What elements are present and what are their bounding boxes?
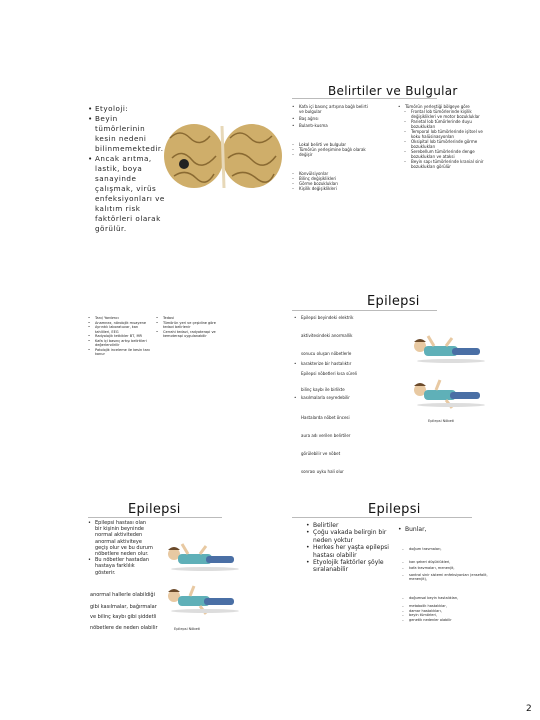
list-item: • Epilepsi hastası olan bir kişinin beyninde normal aktiviteden anormal aktiviteye geçiş olur ve bu durum nöbetlere neden olur. [88, 520, 154, 557]
text-line: Hastalarda nöbet öncesi [301, 415, 350, 420]
list-item: – kan şekeri düşüklükleri, [402, 560, 494, 565]
list-item: • Radyolojik tetkikler BT, MR [88, 334, 150, 339]
list-item: • Belirtiler [306, 522, 394, 529]
list-item: – doğumsal beyin hastalıkları, [402, 596, 494, 601]
list-item: – Parietal lob tümörlerinde duyu bozuklukları [404, 119, 486, 129]
list-item: – Tümörün yerleşimine bağlı olarak [292, 147, 372, 152]
list-item: – Bilinç değişiklikleri [292, 176, 372, 181]
text-line: görülebilir ve nöbet [301, 451, 341, 456]
slide2-col2 [156, 316, 218, 339]
list-item: – Serebellum tümörlerinde denge bozuklukları ve ataksi [404, 149, 486, 159]
slide3-lower-text [90, 592, 170, 631]
text-line: • kasılmalarla seyredebilir [294, 396, 394, 416]
list-item: – beyin tümörleri, [402, 613, 494, 618]
list-item: – Beyin sapı tümörlerinde kranial sinir bozuklukları görülür [404, 159, 486, 169]
slide4-rule [292, 517, 472, 518]
slide3-list [88, 520, 154, 576]
slide4-right-column [398, 526, 494, 622]
list-item: – santral sinir sistemi enfeksiyonları (ensefalit, menenjit), [402, 573, 494, 582]
slide1-title: Belirtiler ve Bulgular [328, 84, 458, 98]
list-item: • Tümörün yeri ve çeşidine göre tedavi belirlenir [156, 321, 218, 330]
text-line: • Epilepsi beyindeki elektrik [294, 316, 394, 334]
list-item: • Beyin tümörlerinin kesin nedeni bilinmemektedir. [88, 114, 166, 154]
list-item: • Ayrıntılı laboratuvar, kan tahlilleri, EEG [88, 325, 150, 334]
list-heading: • Tümörün yerleştiği bölgeye göre [398, 104, 486, 109]
list-item: – doğum travmaları, [402, 547, 494, 552]
page-number: 2 [526, 704, 532, 714]
list-item: – değişir [292, 152, 372, 157]
list-item: • Patolojik inceleme ile kesin tanı konur [88, 348, 150, 357]
slide4-title: Epilepsi [368, 502, 421, 517]
list-item: – Oksipital lob tümörlerinde görme bozuklukları [404, 139, 486, 149]
text-line: anormal hallerle olabildiği [90, 592, 155, 598]
list-item: • Bulantı-kusma [292, 123, 372, 128]
list-item: • Anamnez, nörolojik muayene [88, 321, 150, 326]
slide2-rule [292, 310, 437, 311]
slide1-right-column [398, 104, 486, 169]
text-line: sonrası uyku hali olur [301, 469, 344, 474]
slide1-rule [292, 98, 437, 99]
slide3-title: Epilepsi [128, 502, 181, 517]
text-line: nöbetlere de neden olabilir [90, 624, 158, 631]
list-item: • Etyoloji: [88, 104, 166, 114]
list-item: – kafa travmaları, menenjit, [402, 566, 494, 571]
slide3-rule [88, 517, 222, 518]
figure-caption: Epilepsi Nöbeti [428, 419, 455, 423]
seizure-illustration [406, 332, 488, 414]
slide2-col1 [88, 316, 150, 357]
list-item: • Tedavi [156, 316, 218, 321]
list-item: • Cerrahi tedavi, radyoterapi ve kemoterapi uygulanabilir [156, 330, 218, 339]
slide1-middle-column [292, 104, 372, 191]
list-item: – Kişilik değişiklikleri [292, 186, 372, 191]
text-line: sonucu oluşan nöbetlerle [301, 351, 352, 356]
list-item: – Konvülsiyonlar [292, 171, 372, 176]
list-item: • Kafa içi basınç artışı belirtileri değerlendirilir [88, 339, 150, 348]
figure-caption: Epilepsi Nöbeti [174, 627, 201, 631]
list-item: – Frontal lob tümörlerinde kişilik değişiklikleri ve motor bozukluklar [404, 109, 486, 119]
list-item: • Kafa içi basınç artışına bağlı belirti ve bulgular [292, 104, 372, 114]
list-item: • Ancak arıtma, lastik, boya sanayinde çalışmak, virüs enfeksiyonları ve kalıtım risk faktörleri olarak görülür. [88, 154, 166, 234]
seizure-illustration [160, 540, 242, 620]
list-item: • Çoğu vakada belirgin bir neden yoktur [306, 529, 394, 544]
list-item: – Lokal belirti ve bulgular [292, 142, 372, 147]
list-item: • Baş ağrısı [292, 116, 372, 121]
text-line: aktivitesindeki anormallik [301, 333, 353, 338]
text-line: gibi kasılmalar, bağırmalar [90, 604, 157, 611]
list-item: • Etyolojik faktörler şöyle sıralanabilir [306, 559, 394, 574]
slide2-title: Epilepsi [367, 294, 420, 309]
list-item: • Tanı/ Yardımcı [88, 316, 150, 321]
slide2-text-lines [294, 316, 394, 484]
text-line: • karakterize bir hastalıktır [294, 362, 394, 372]
list-item: – damar hastalıkları, [402, 609, 494, 614]
list-item: – metabolik hastalıklar, [402, 604, 494, 609]
text-line: bilinç kaybı ile birlikte [301, 387, 345, 392]
list-item: – Görme bozuklukları [292, 181, 372, 186]
text-line: Epilepsi nöbetleri kısa süreli [301, 371, 357, 376]
slide1-left-list [88, 104, 166, 234]
list-item: • Herkes her yaşta epilepsi hastası olabilir [306, 544, 394, 559]
list-item: – Temporal lob tümörlerinde işitsel ve koku halüsinasyonları [404, 129, 486, 139]
list-item: • Bu nöbetler hastadan hastaya farklılık gösterir. [88, 557, 154, 576]
slide4-list [306, 522, 394, 574]
list-item: – genetik nedenler olabilir [402, 618, 494, 623]
text-line: aura adı verilen belirtiler [301, 433, 351, 438]
text-line: ve bilinç kaybı gibi şiddetli [90, 614, 157, 621]
brain-illustration [162, 118, 284, 192]
list-heading: • Bunlar, [398, 526, 494, 533]
